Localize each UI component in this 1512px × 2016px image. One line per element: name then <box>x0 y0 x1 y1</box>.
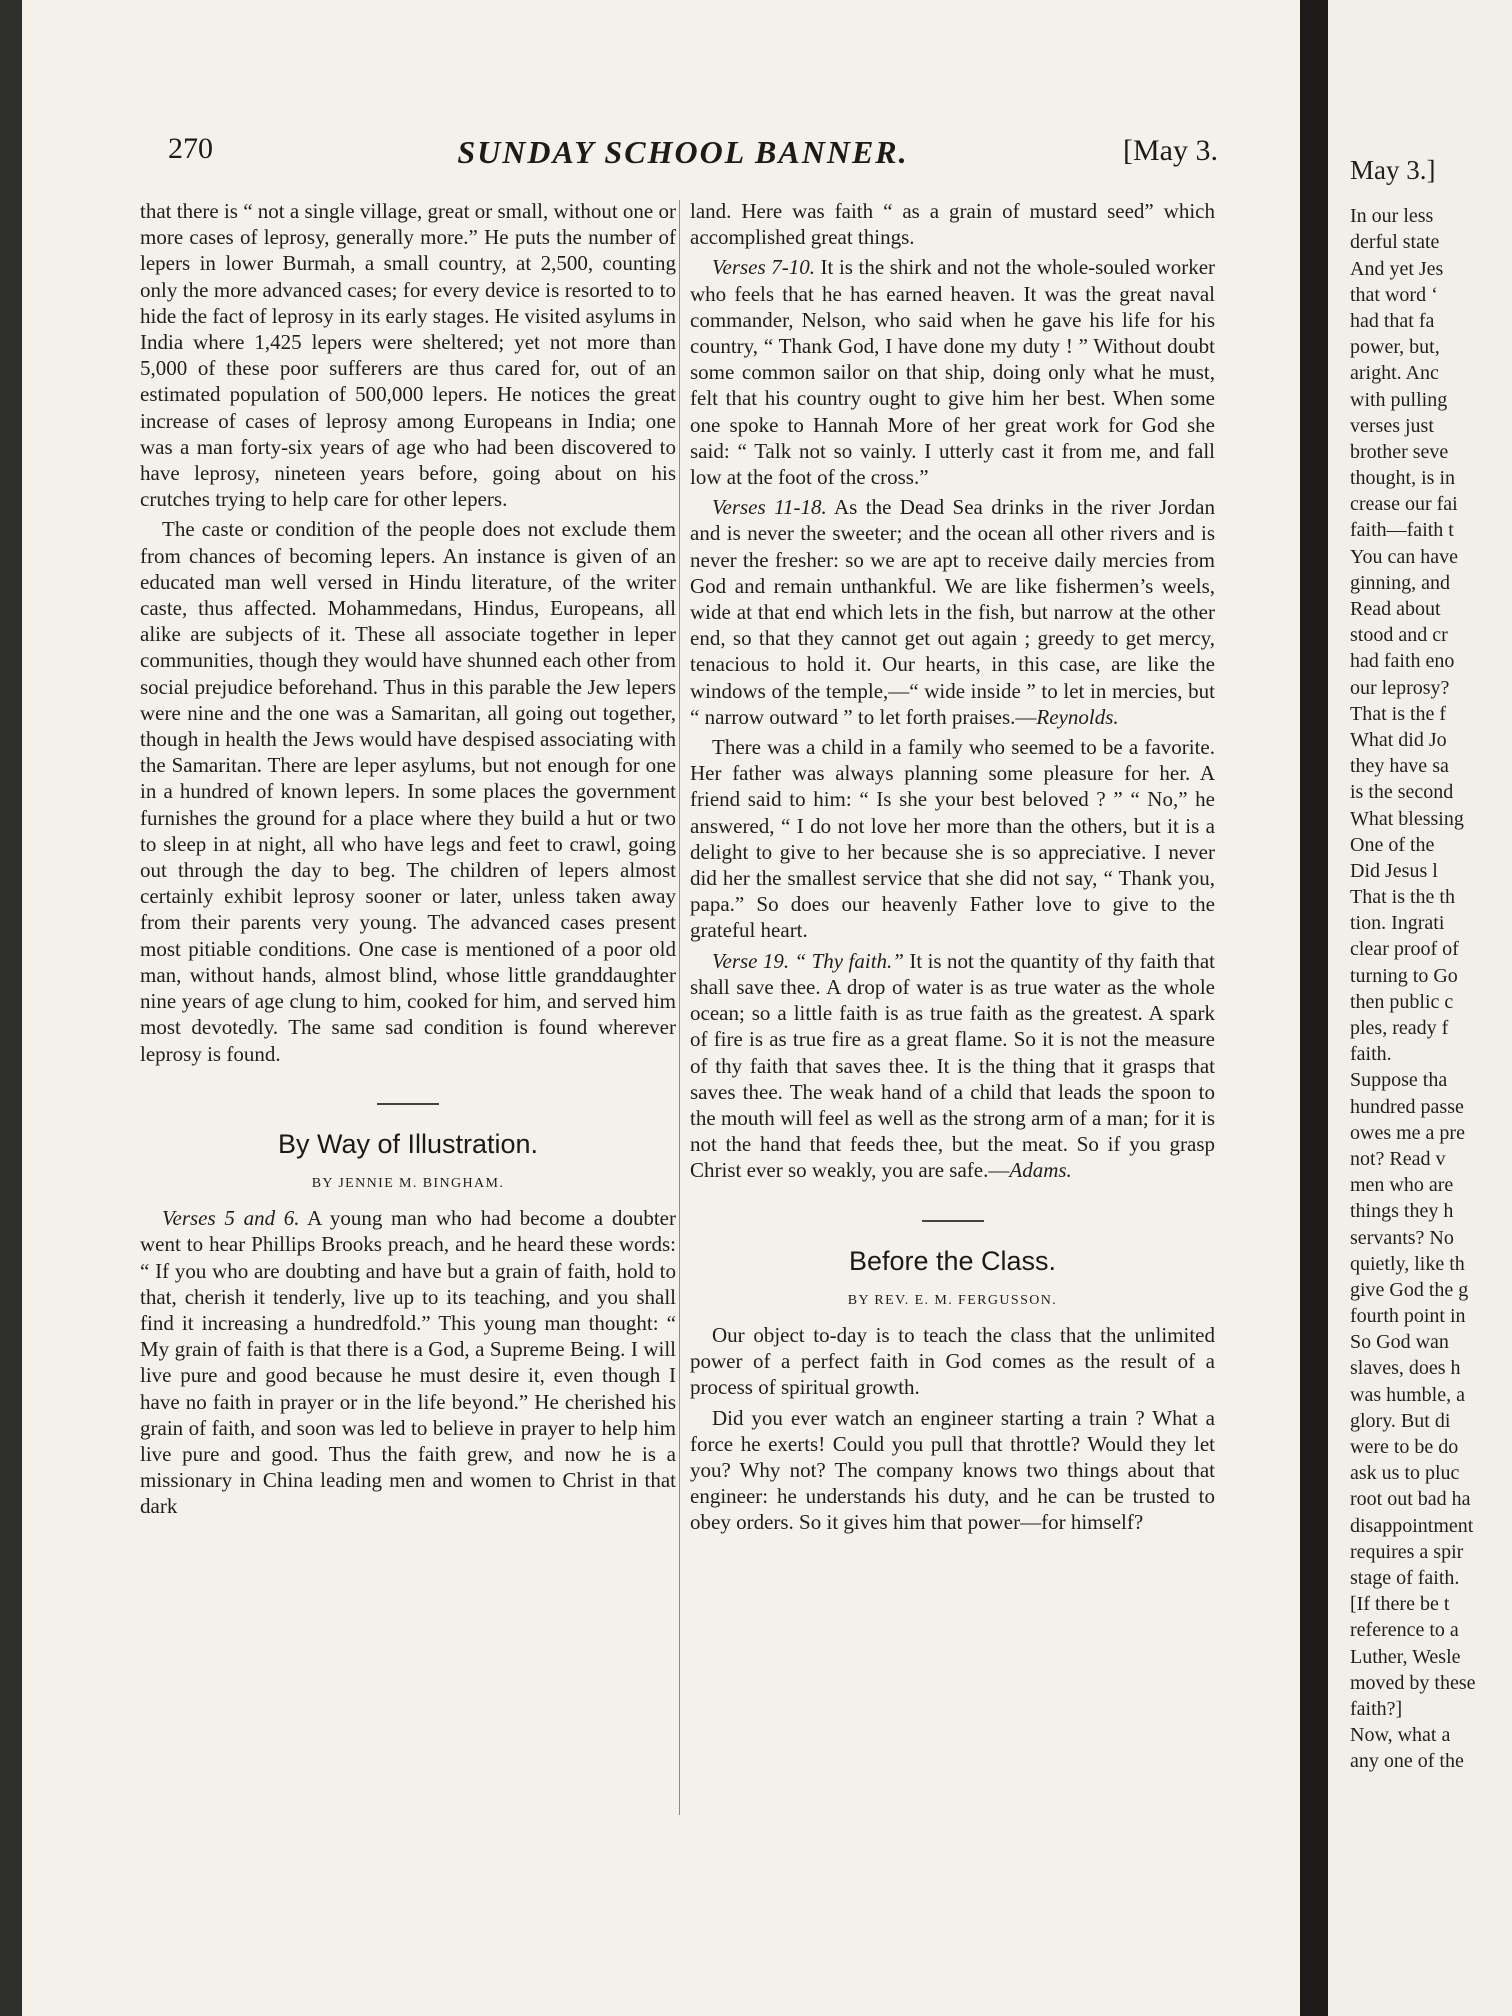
text-line: disappointment <box>1350 1514 1474 1537</box>
verse-ref: Verses 11-18. <box>712 495 827 520</box>
book-gutter <box>1300 0 1328 2016</box>
paragraph: Did you ever watch an engineer starting a train ? What a force he exerts! Could you pull that throttle? Would they let you? Why not? The company knows two things about that engineer: he understands his duty, and he can be trusted to obey orders. So it gives him that power—for himself? <box>690 1405 1215 1535</box>
text-line: not? Read v <box>1350 1147 1446 1170</box>
section-divider <box>377 1103 439 1105</box>
section-divider <box>922 1220 984 1222</box>
text-line: Did Jesus l <box>1350 859 1438 882</box>
paragraph-text: A young man who had become a doubter went to hear Phillips Brooks preach, and he heard these words: “ If you who are doubting and have but a grain of faith, hold to that, cherish it tenderly, live up to its teaching, and you shall find it increasing a hundredfold.” This young man thought: “ My grain of faith is that there is a God, a Supreme Being. I will live pure and good because he must desire it, even though I have no faith in prayer or in the life beyond.” He cherished his grain of faith, and soon was led to believe in prayer to help him live pure and good. Thus the faith grew, and now he is a missionary in China leading men and women to Christ in that dark <box>140 1206 676 1519</box>
text-line: stage of faith. <box>1350 1566 1460 1589</box>
text-line: root out bad ha <box>1350 1488 1471 1511</box>
text-line: What blessing <box>1350 807 1464 830</box>
text-line: any one of the <box>1350 1750 1464 1773</box>
text-line: with pulling <box>1350 388 1448 411</box>
text-line: tion. Ingrati <box>1350 912 1445 935</box>
text-line: [If there be t <box>1350 1593 1450 1616</box>
verse-ref: Verse 19. <box>712 948 790 973</box>
text-line: Now, what a <box>1350 1724 1451 1747</box>
paragraph: land. Here was faith “ as a grain of mustard seed” which accomplished great things. <box>690 199 1215 250</box>
text-line: verses just <box>1350 414 1434 437</box>
section-title: By Way of Illustration. <box>277 1128 539 1159</box>
text-line: Read about <box>1350 598 1441 621</box>
text-line: stood and cr <box>1350 624 1448 647</box>
next-page-lines <box>1350 203 1512 1774</box>
text-line: is the second <box>1350 781 1454 804</box>
text-line: quietly, like th <box>1350 1252 1465 1275</box>
text-line: ginning, and <box>1350 571 1450 594</box>
paragraph: There was a child in a family who seemed to be a favorite. Her father was always planning some pleasure for her. A friend said to him: “ Is she your best beloved ? ” “ No,” he answered, “ I do not love her more than the others, but it is a delight to give to her because she is so appreciative. I never did her the smallest service that she did not say, “ Thank you, papa.” So does our heavenly Father love to give to the grateful heart. <box>690 735 1215 943</box>
text-line: turning to Go <box>1350 964 1458 987</box>
text-line: aright. Anc <box>1350 362 1439 385</box>
paragraph <box>140 1205 676 1519</box>
verse-ref: Verses 5 and 6. <box>162 1206 300 1231</box>
verse-ref: Verses 7-10. <box>712 255 815 280</box>
byline: BY REV. E. M. FERGUSSON. <box>847 1292 1058 1308</box>
text-line: ples, ready f <box>1350 1017 1449 1040</box>
text-line: thought, is in <box>1350 467 1456 490</box>
text-line: glory. But di <box>1350 1409 1451 1432</box>
paragraph: Our object to-day is to teach the class that the unlimited power of a perfect faith in God comes as the result of a process of spiritual growth. <box>690 1322 1215 1400</box>
text-line: they have sa <box>1350 755 1449 778</box>
page-header <box>148 132 1218 182</box>
text-line: had that fa <box>1350 309 1435 332</box>
author-attribution: Reynolds. <box>1036 704 1119 729</box>
paragraph-text: As the Dead Sea drinks in the river Jordan and is never the sweeter; and the ocean all other rivers and is never the fresher: so we are apt to receive daily mercies from God and remain unthankful. We are like fishermen’s weels, wide at that end which lets in the fish, but narrow at the other end, so that they cannot get out again ; greedy to get mercy, tenacious to hold it. Our hearts, in this case, are like the windows of the temple,—“ wide inside ” to let in mercies, but “ narrow outward ” to let forth praises.— <box>690 495 1215 729</box>
text-line: brother seve <box>1350 440 1449 463</box>
text-line: things they h <box>1350 1200 1454 1223</box>
text-line: fourth point in <box>1350 1305 1466 1328</box>
text-line: In our less <box>1350 205 1434 228</box>
text-line: was humble, a <box>1350 1383 1465 1406</box>
paragraph-text: It is the shirk and not the whole-souled worker who feels that he has earned heaven. It was the great naval commander, Nelson, who said when he gave his life for his country, “ Thank God, I have done my duty ! ” Without doubt some common sailor on that ship, doing only what he must, felt that his country ought to give him her best. When some one spoke to Hannah More of her great work for God she said: “ Talk not so vainly. I utterly cast it from me, and fall low at the foot of the cross.” <box>690 255 1216 490</box>
text-line: then public c <box>1350 990 1454 1013</box>
text-line: moved by these <box>1350 1671 1476 1694</box>
text-line: derful state <box>1350 231 1440 254</box>
text-line: reference to a <box>1350 1619 1459 1642</box>
text-line: give God the g <box>1350 1278 1469 1301</box>
text-line: crease our fai <box>1350 493 1458 516</box>
page-number: 270 <box>168 132 213 165</box>
text-line: That is the th <box>1350 886 1455 909</box>
text-line: Suppose tha <box>1350 1069 1448 1092</box>
text-line: So God wan <box>1350 1331 1449 1354</box>
paragraph-text: It is not the quantity of thy faith that shall save thee. A drop of water is as true water as the whole ocean; so a little faith is as true faith as the greatest. A spark of fire is as true fire as a great flame. So it is not the measure of thy faith that saves thee. It is the thing that it grasps that saves thee. The weak hand of a child that leads the spoon to the mouth will feel as well as the strong arm of a man; for it is not the hand that feeds thee, but the meat. So if you grasp Christ ever so weakly, you are safe.— <box>690 948 1215 1183</box>
byline: BY JENNIE M. BINGHAM. <box>311 1175 505 1191</box>
paragraph: The caste or condition of the people does not exclude them from chances of becoming lepers. An instance is given of an educated man well versed in Hindu literature, of the writer caste, thus affected. Mohammedans, Hindus, Europeans, all alike are subjects of it. These all associate together in leper communities, though they would have shunned each other from social prejudice beforehand. Thus in this parable the Jew lepers were nine and the one was a Samaritan, all going out together, though in health the Jews would have despised associating with the Samaritan. There are leper asylums, but not enough for one in a hundred of known lepers. In some places the government furnishes the ground for a place where they build a hut or two to sleep in at night, all who have legs and feet to crawl, going out through the day to beg. The children of lepers almost certainly exhibit leprosy sooner or later, unless taken away from their parents very young. The advanced cases present most pitiable conditions. One case is mentioned of a poor old man, without hands, almost blind, whose little granddaughter nine years of age clung to him, cooked for him, and served him most devotedly. The same sad condition is found wherever leprosy is found. <box>140 517 676 1066</box>
text-line: ask us to pluc <box>1350 1462 1460 1485</box>
text-line: faith?] <box>1350 1697 1403 1720</box>
text-line: You can have <box>1350 545 1458 568</box>
text-line: That is the f <box>1350 702 1447 725</box>
paragraph <box>690 254 1215 490</box>
text-line: And yet Jes <box>1350 257 1444 280</box>
text-line: clear proof of <box>1350 938 1459 961</box>
paragraph <box>690 494 1215 730</box>
section-title: Before the Class. <box>848 1245 1057 1276</box>
text-line: had faith eno <box>1350 650 1455 673</box>
text-line: owes me a pre <box>1350 1121 1465 1144</box>
running-title: SUNDAY SCHOOL BANNER. <box>457 134 909 170</box>
column-left <box>140 198 676 1524</box>
column-right <box>690 198 1215 1540</box>
issue-date: [May 3. <box>1123 134 1218 167</box>
text-line: power, but, <box>1350 336 1440 359</box>
text-line: faith. <box>1350 1043 1392 1066</box>
text-line: that word ‘ <box>1350 283 1438 306</box>
text-line: Luther, Wesle <box>1350 1645 1461 1668</box>
scan-left-edge <box>0 0 22 2016</box>
column-rule <box>679 200 680 1815</box>
verse-quote: “ Thy faith.” <box>794 948 904 973</box>
text-line: One of the <box>1350 833 1435 856</box>
next-page-column <box>1350 155 1512 1774</box>
text-line: were to be do <box>1350 1436 1459 1459</box>
next-page-header: May 3.] <box>1350 155 1436 185</box>
text-line: men who are <box>1350 1174 1454 1197</box>
text-line: requires a spir <box>1350 1540 1464 1563</box>
text-line: hundred passe <box>1350 1095 1464 1118</box>
paragraph <box>690 948 1215 1184</box>
author-attribution: Adams. <box>1009 1158 1072 1183</box>
paragraph: that there is “ not a single village, great or small, without one or more cases of leprosy, generally more.” He puts the number of lepers in lower Burmah, a small country, at 2,500, counting only the more advanced cases; for every device is resorted to to hide the fact of leprosy in its early stages. He visited asylums in India where 1,425 lepers were sheltered; yet not more than 5,000 of these poor sufferers are thus cared for, out of an estimated population of 500,000 lepers. He notices the great increase of cases of leprosy among Europeans in India; one was a man forty-six years of age who had been discovered to have leprosy, nineteen years before, going about on his crutches trying to help care for other lepers. <box>140 199 676 512</box>
text-line: servants? No <box>1350 1226 1454 1249</box>
text-line: What did Jo <box>1350 728 1447 751</box>
text-line: faith—faith t <box>1350 519 1454 542</box>
text-line: slaves, does h <box>1350 1357 1461 1380</box>
text-line: our leprosy? <box>1350 676 1450 699</box>
